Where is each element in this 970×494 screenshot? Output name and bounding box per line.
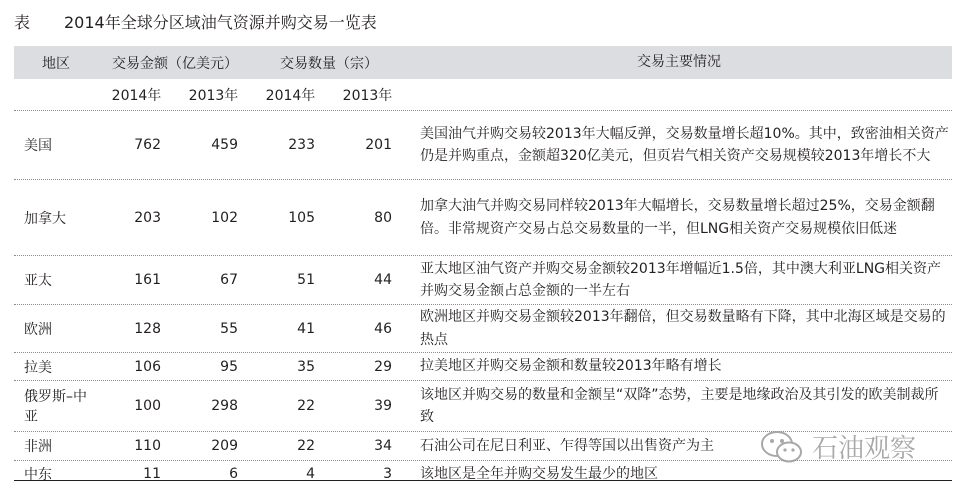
amount-2014-cell: 128	[134, 320, 161, 337]
amount-2014-cell: 100	[134, 398, 161, 414]
description-cell: 加拿大油气并购交易同样较2013年大幅增长，交易数量增长超过25%，交易金额翻倍。非常规资产交易占总交易数量的一半，但LNG相关资产交易规模依旧低迷	[420, 198, 935, 237]
table-row	[14, 256, 952, 305]
count-2013-cell: 44	[374, 272, 392, 288]
table-row	[14, 353, 952, 381]
description-cell: 拉美地区并购交易金额和数量较2013年略有增长	[420, 358, 722, 375]
count-2014-cell: 41	[297, 320, 315, 337]
table-caption: 2014年全球分区域油气资源并购交易一览表	[64, 12, 377, 32]
amount-2014-cell: 161	[134, 272, 161, 288]
table-label: 表	[14, 12, 31, 32]
region-cell: 加拿大	[24, 210, 66, 227]
year-header-count-2013: 2013年	[342, 87, 393, 104]
region-cell: 欧洲	[24, 321, 52, 338]
wechat-icon	[760, 429, 804, 465]
region-cell: 美国	[24, 138, 52, 154]
amount-2013-cell: 298	[211, 398, 238, 414]
amount-2014-cell: 203	[134, 209, 161, 226]
count-2014-cell: 233	[288, 137, 315, 153]
count-2014-cell: 105	[288, 209, 315, 226]
header-situation: 交易主要情况	[637, 54, 721, 71]
count-2014-cell: 22	[297, 398, 315, 414]
amount-2014-cell: 11	[143, 466, 161, 482]
header-region: 地区	[42, 55, 70, 72]
count-2013-cell: 39	[374, 398, 392, 414]
region-cell: 非洲	[24, 439, 52, 455]
count-2013-cell: 34	[374, 438, 392, 454]
count-2013-cell: 80	[374, 209, 392, 226]
description-cell: 石油公司在尼日利亚、乍得等国以出售资产为主	[420, 437, 714, 454]
table-row	[14, 111, 952, 180]
amount-2013-cell: 459	[211, 137, 238, 153]
watermark	[760, 428, 916, 465]
table-row	[14, 180, 952, 256]
region-cell: 拉美	[24, 359, 52, 376]
amount-2013-cell: 95	[220, 358, 238, 375]
description-cell: 欧洲地区并购交易金额较2013年翻倍，但交易数量略有下降，其中北海区域是交易的热点	[420, 309, 946, 348]
table-title	[14, 6, 377, 36]
header-count: 交易数量（宗）	[280, 55, 378, 72]
year-header-amount-2014: 2014年	[111, 87, 162, 104]
count-2014-cell: 22	[297, 438, 315, 454]
amount-2013-cell: 102	[211, 209, 238, 226]
count-2013-cell: 46	[374, 320, 392, 337]
amount-2014-cell: 110	[134, 438, 161, 454]
description-cell: 亚太地区油气资产并购交易金额较2013年增幅近1.5倍，其中澳大利亚LNG相关资产并购交易金额占总金额的一半左右	[420, 260, 942, 299]
region-cell: 俄罗斯–中亚	[24, 389, 87, 425]
description-cell: 美国油气并购交易较2013年大幅反弹，交易数量增长超10%。其中，致密油相关资产仍是并购重点，金额超320亿美元，但页岩气相关资产交易规模较2013年增长不大	[420, 125, 949, 164]
table-bottom-rule	[14, 480, 952, 481]
amount-2013-cell: 6	[229, 466, 238, 482]
year-header-row	[14, 79, 952, 111]
header-row	[14, 46, 952, 79]
count-2014-cell: 51	[297, 272, 315, 288]
table-row	[14, 305, 952, 353]
year-header-amount-2013: 2013年	[188, 87, 239, 104]
amount-2013-cell: 209	[211, 438, 238, 454]
year-header-count-2014: 2014年	[265, 87, 316, 104]
count-2013-cell: 29	[374, 358, 392, 375]
description-cell: 该地区并购交易的数量和金额呈“双降”态势，主要是地缘政治及其引发的欧美制裁所致	[420, 386, 939, 425]
description-cell: 该地区是全年并购交易发生最少的地区	[420, 465, 658, 482]
amount-2013-cell: 55	[220, 320, 238, 337]
count-2013-cell: 201	[365, 137, 392, 153]
region-cell: 中东	[24, 467, 52, 483]
merger-table	[14, 46, 952, 487]
watermark-text: 石油观察	[812, 434, 917, 464]
amount-2014-cell: 762	[134, 137, 161, 153]
header-amount: 交易金额（亿美元）	[112, 55, 238, 72]
table-row	[14, 381, 952, 432]
region-cell: 亚太	[24, 273, 52, 289]
count-2014-cell: 4	[306, 466, 315, 482]
count-2013-cell: 3	[383, 466, 392, 482]
amount-2014-cell: 106	[134, 358, 161, 375]
amount-2013-cell: 67	[220, 272, 238, 288]
count-2014-cell: 35	[297, 358, 315, 375]
